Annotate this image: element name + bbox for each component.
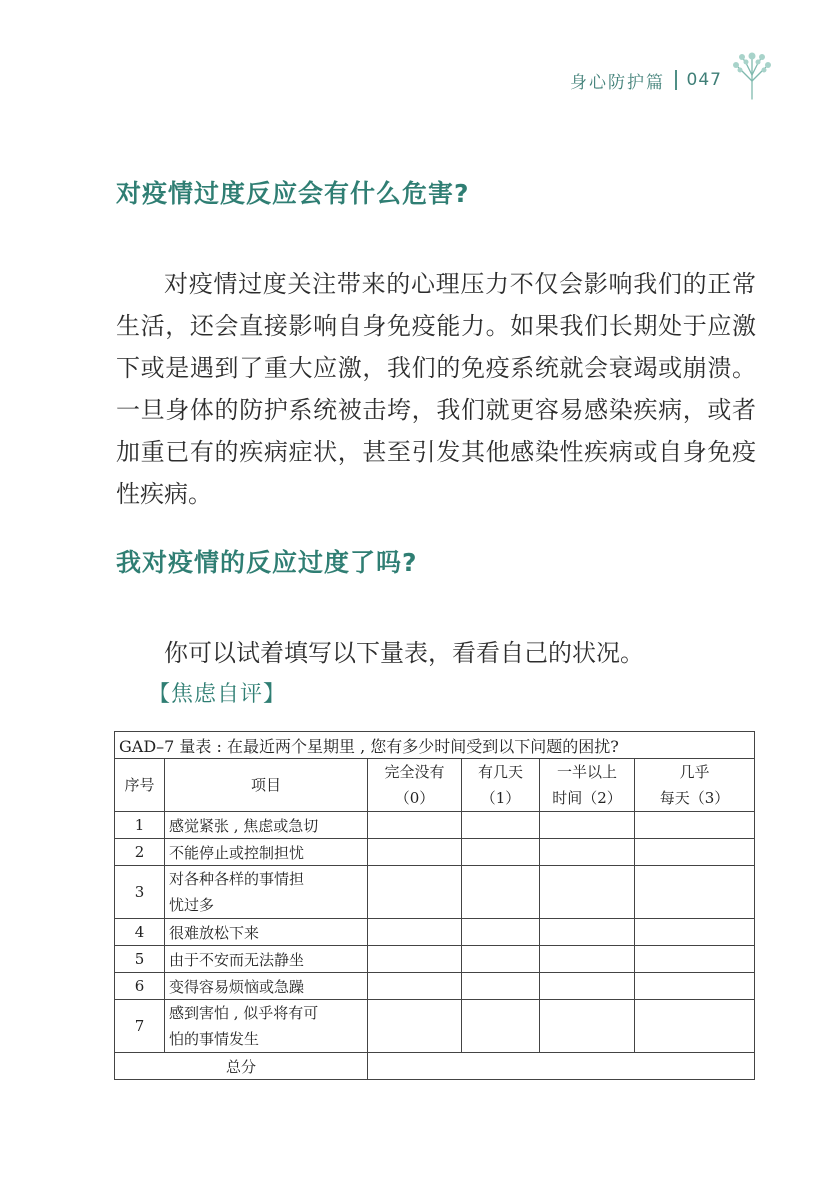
score-cell[interactable] xyxy=(635,1000,755,1053)
section-title: 身心防护篇 xyxy=(570,72,666,93)
score-cell[interactable] xyxy=(368,839,462,866)
score-cell[interactable] xyxy=(540,866,635,919)
score-cell[interactable] xyxy=(368,919,462,946)
col-header-more-than-half: 一半以上 时间（2） xyxy=(540,759,635,812)
score-cell[interactable] xyxy=(635,839,755,866)
total-score-cell[interactable] xyxy=(368,1053,755,1080)
score-cell[interactable] xyxy=(462,866,540,919)
total-label: 总分 xyxy=(115,1053,368,1080)
tree-icon xyxy=(732,51,772,101)
score-cell[interactable] xyxy=(540,1000,635,1053)
item-label: 感觉紧张 , 焦虑或急切 xyxy=(165,812,368,839)
score-cell[interactable] xyxy=(635,812,755,839)
scale-subheading: 【焦虑自评】 xyxy=(148,682,287,707)
col-header-several-days: 有几天 （1） xyxy=(462,759,540,812)
table-row: 2 不能停止或控制担忧 xyxy=(115,839,755,866)
col-header-item: 项目 xyxy=(165,759,368,812)
score-cell[interactable] xyxy=(635,919,755,946)
item-label: 感到害怕 , 似乎将有可 怕的事情发生 xyxy=(165,1000,368,1053)
table-row: 1 感觉紧张 , 焦虑或急切 xyxy=(115,812,755,839)
gad7-table xyxy=(114,731,755,1080)
score-cell[interactable] xyxy=(368,946,462,973)
item-label: 变得容易烦恼或急躁 xyxy=(165,973,368,1000)
col-header-index: 序号 xyxy=(115,759,165,812)
total-row xyxy=(115,1053,755,1080)
score-cell[interactable] xyxy=(462,946,540,973)
table-row: 5 由于不安而无法静坐 xyxy=(115,946,755,973)
item-label: 对各种各样的事情担 忧过多 xyxy=(165,866,368,919)
table-row: 7 感到害怕 , 似乎将有可 怕的事情发生 xyxy=(115,1000,755,1053)
score-cell[interactable] xyxy=(635,866,755,919)
header-divider xyxy=(675,70,677,90)
score-cell[interactable] xyxy=(462,973,540,1000)
score-cell[interactable] xyxy=(462,812,540,839)
score-cell[interactable] xyxy=(462,839,540,866)
col-header-nearly-every-day: 几乎 每天（3） xyxy=(635,759,755,812)
score-cell[interactable] xyxy=(368,866,462,919)
col-header-not-at-all: 完全没有 （0） xyxy=(368,759,462,812)
score-cell[interactable] xyxy=(462,919,540,946)
score-cell[interactable] xyxy=(540,839,635,866)
score-cell[interactable] xyxy=(368,812,462,839)
body-paragraph-instruction: 你可以试着填写以下量表，看看自己的状况。 xyxy=(164,639,644,667)
table-row: 3 对各种各样的事情担 忧过多 xyxy=(115,866,755,919)
page-number: 047 xyxy=(686,70,722,90)
score-cell[interactable] xyxy=(540,812,635,839)
score-cell[interactable] xyxy=(540,973,635,1000)
score-cell[interactable] xyxy=(635,973,755,1000)
section-heading-harm: 对疫情过度反应会有什么危害? xyxy=(116,179,470,208)
body-paragraph-harm: 对疫情过度关注带来的心理压力不仅会影响我们的正常生活，还会直接影响自身免疫能力。如果我们长期处于应激下或是遇到了重大应激，我们的免疫系统就会衰竭或崩溃。一旦身体的防护系统被击垮，我们就更容易感染疾病，或者加重已有的疾病症状，甚至引发其他感染性疾病或自身免疫性疾病。 xyxy=(116,270,756,508)
score-cell[interactable] xyxy=(368,973,462,1000)
table-row: 4 很难放松下来 xyxy=(115,919,755,946)
section-heading-self-check: 我对疫情的反应过度了吗? xyxy=(116,548,418,577)
table-row: 6 变得容易烦恼或急躁 xyxy=(115,973,755,1000)
table-title: GAD–7 量表 : 在最近两个星期里 , 您有多少时间受到以下问题的困扰? xyxy=(115,732,755,759)
score-cell[interactable] xyxy=(462,1000,540,1053)
score-cell[interactable] xyxy=(540,919,635,946)
item-label: 很难放松下来 xyxy=(165,919,368,946)
score-cell[interactable] xyxy=(368,1000,462,1053)
item-label: 由于不安而无法静坐 xyxy=(165,946,368,973)
score-cell[interactable] xyxy=(635,946,755,973)
item-label: 不能停止或控制担忧 xyxy=(165,839,368,866)
score-cell[interactable] xyxy=(540,946,635,973)
running-header xyxy=(570,66,772,94)
